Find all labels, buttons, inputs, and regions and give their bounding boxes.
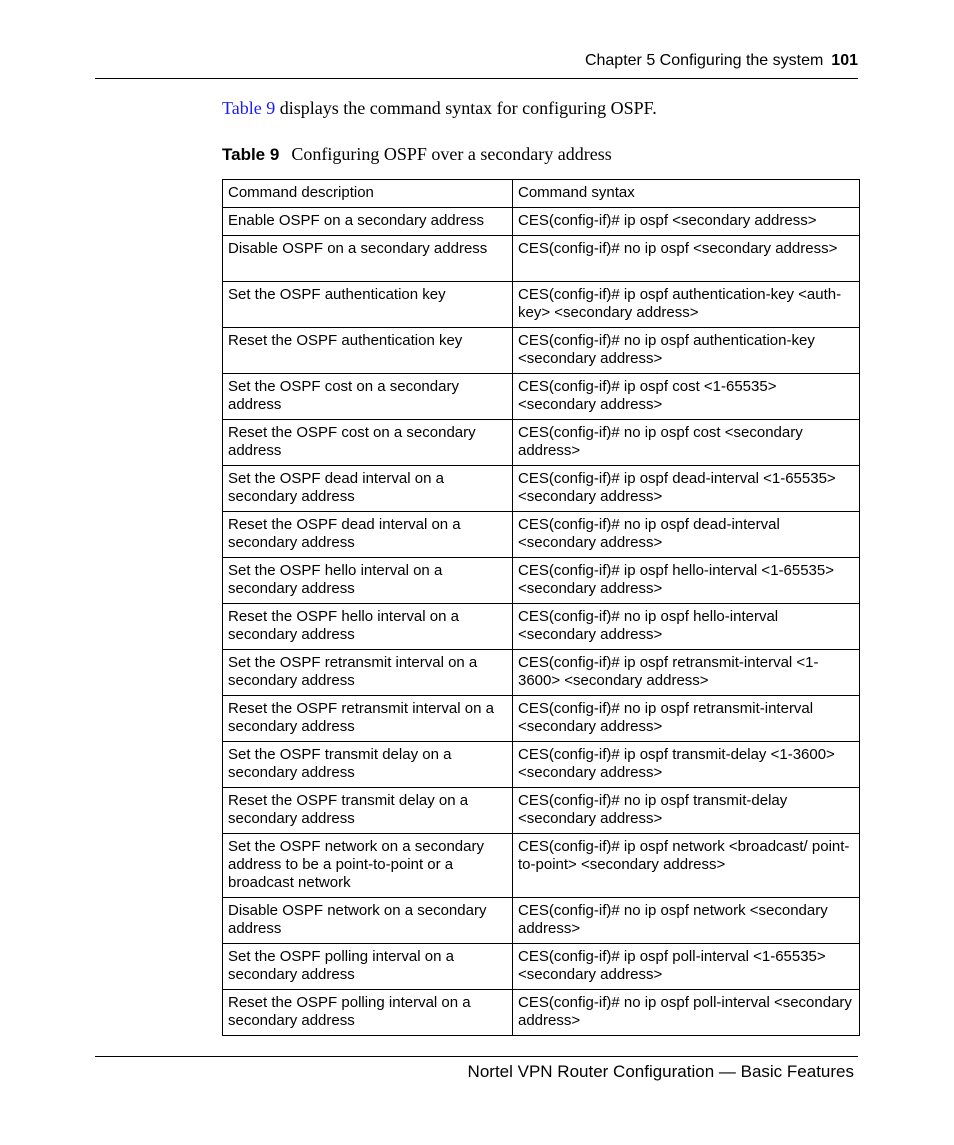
table-label: Table 9 (222, 145, 280, 164)
table-title: Configuring OSPF over a secondary address (291, 144, 612, 164)
table-caption (222, 144, 612, 165)
command-syntax: CES(config-if)# ip ospf network <broadcast/ point-to-point> <secondary address> (513, 834, 860, 898)
ospf-command-table (222, 179, 860, 1036)
command-description: Reset the OSPF cost on a secondary address (223, 420, 513, 466)
command-description: Set the OSPF polling interval on a secondary address (223, 944, 513, 990)
table-reference-link[interactable]: Table 9 (222, 98, 276, 118)
column-header-description: Command description (223, 180, 513, 208)
table-row (223, 944, 860, 990)
command-description: Disable OSPF network on a secondary address (223, 898, 513, 944)
table-row (223, 696, 860, 742)
table-row (223, 990, 860, 1036)
table-row (223, 788, 860, 834)
command-syntax: CES(config-if)# ip ospf cost <1-65535> <secondary address> (513, 374, 860, 420)
command-description: Set the OSPF cost on a secondary address (223, 374, 513, 420)
command-syntax: CES(config-if)# ip ospf authentication-key <auth-key> <secondary address> (513, 282, 860, 328)
command-syntax: CES(config-if)# ip ospf dead-interval <1-65535> <secondary address> (513, 466, 860, 512)
table-row (223, 834, 860, 898)
column-header-syntax: Command syntax (513, 180, 860, 208)
table-row (223, 208, 860, 236)
command-syntax: CES(config-if)# no ip ospf transmit-delay <secondary address> (513, 788, 860, 834)
command-description: Set the OSPF hello interval on a secondary address (223, 558, 513, 604)
command-description: Set the OSPF retransmit interval on a secondary address (223, 650, 513, 696)
command-description: Reset the OSPF hello interval on a secondary address (223, 604, 513, 650)
command-description: Reset the OSPF authentication key (223, 328, 513, 374)
chapter-title: Chapter 5 Configuring the system (584, 52, 824, 69)
command-description: Reset the OSPF dead interval on a secondary address (223, 512, 513, 558)
command-syntax: CES(config-if)# no ip ospf retransmit-interval <secondary address> (513, 696, 860, 742)
command-description: Reset the OSPF retransmit interval on a secondary address (223, 696, 513, 742)
table-row (223, 466, 860, 512)
command-description: Reset the OSPF polling interval on a secondary address (223, 990, 513, 1036)
command-syntax: CES(config-if)# no ip ospf hello-interval <secondary address> (513, 604, 860, 650)
table-row (223, 604, 860, 650)
table-row (223, 236, 860, 282)
command-syntax: CES(config-if)# no ip ospf <secondary address> (513, 236, 860, 282)
command-syntax: CES(config-if)# no ip ospf poll-interval <secondary address> (513, 990, 860, 1036)
page-number: 101 (831, 52, 858, 69)
command-syntax: CES(config-if)# ip ospf <secondary address> (513, 208, 860, 236)
page-footer (95, 1056, 858, 1082)
page-header (95, 50, 858, 79)
table-row (223, 374, 860, 420)
command-description: Set the OSPF transmit delay on a secondary address (223, 742, 513, 788)
footer-title: Nortel VPN Router Configuration — Basic Features (467, 1062, 854, 1081)
command-description: Reset the OSPF transmit delay on a secondary address (223, 788, 513, 834)
command-syntax: CES(config-if)# no ip ospf cost <secondary address> (513, 420, 860, 466)
command-description: Enable OSPF on a secondary address (223, 208, 513, 236)
table-row (223, 650, 860, 696)
command-syntax: CES(config-if)# ip ospf hello-interval <1-65535> <secondary address> (513, 558, 860, 604)
command-syntax: CES(config-if)# no ip ospf network <secondary address> (513, 898, 860, 944)
command-description: Set the OSPF authentication key (223, 282, 513, 328)
table-row (223, 898, 860, 944)
table-row (223, 558, 860, 604)
command-syntax: CES(config-if)# no ip ospf authentication-key <secondary address> (513, 328, 860, 374)
command-syntax: CES(config-if)# no ip ospf dead-interval <secondary address> (513, 512, 860, 558)
command-syntax: CES(config-if)# ip ospf retransmit-interval <1-3600> <secondary address> (513, 650, 860, 696)
table-row (223, 282, 860, 328)
table-header-row (223, 180, 860, 208)
intro-text: displays the command syntax for configuring OSPF. (275, 98, 657, 118)
command-syntax: CES(config-if)# ip ospf poll-interval <1-65535> <secondary address> (513, 944, 860, 990)
command-description: Set the OSPF dead interval on a secondary address (223, 466, 513, 512)
command-syntax: CES(config-if)# ip ospf transmit-delay <1-3600> <secondary address> (513, 742, 860, 788)
table-row (223, 742, 860, 788)
table-row (223, 328, 860, 374)
command-description: Disable OSPF on a secondary address (223, 236, 513, 282)
table-row (223, 512, 860, 558)
table-row (223, 420, 860, 466)
command-description: Set the OSPF network on a secondary address to be a point-to-point or a broadcast network (223, 834, 513, 898)
intro-paragraph (222, 98, 657, 119)
